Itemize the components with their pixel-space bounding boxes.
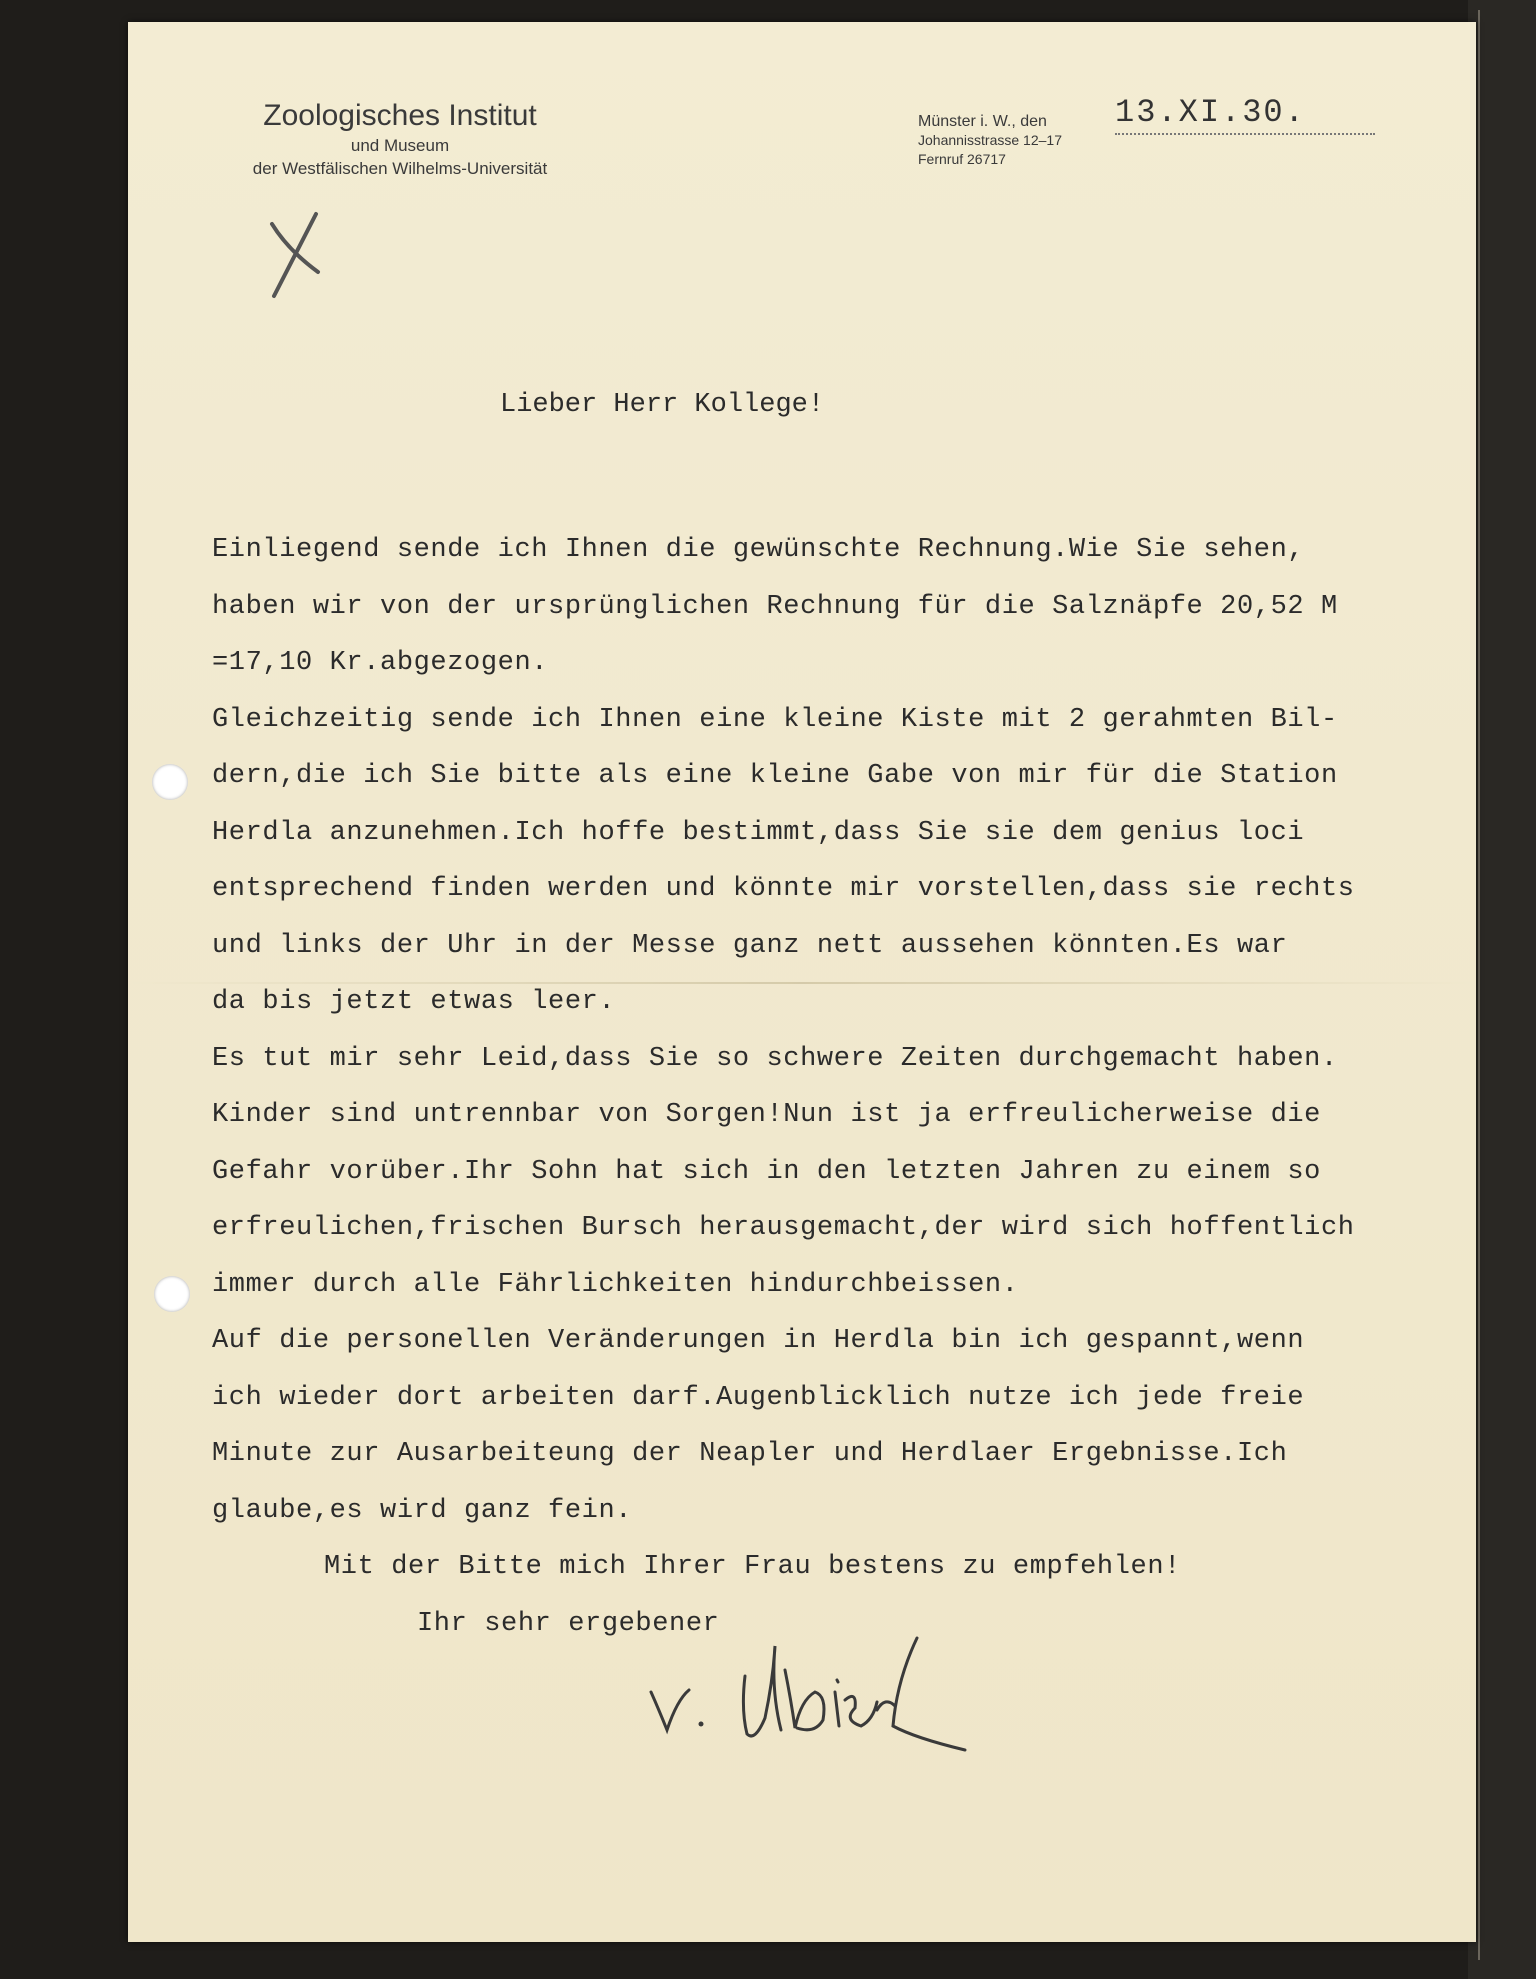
body-line: erfreulichen,frischen Bursch herausgemacht,der wird sich hoffentlich xyxy=(212,1213,1355,1243)
letter-date: 13.XI.30. xyxy=(1115,94,1375,135)
body-line: Es tut mir sehr Leid,dass Sie so schwere Zeiten durchgemacht haben. xyxy=(212,1043,1338,1074)
university-line: der Westfälischen Wilhelms-Universität xyxy=(252,159,548,178)
closing-line: Mit der Bitte mich Ihrer Frau bestens zu empfehlen! xyxy=(324,1552,1181,1582)
closing-regards: Ihr sehr ergebener xyxy=(417,1608,720,1639)
body-line: ich wieder dort arbeiten darf.Augenblicklich nutze ich jede freie xyxy=(212,1382,1305,1413)
punch-hole-upper xyxy=(152,764,188,800)
punch-hole-lower xyxy=(154,1276,190,1312)
body-line: Kinder sind untrennbar von Sorgen!Nun ist ja erfreulicherweise die xyxy=(212,1100,1321,1130)
address-place: Münster i. W., den xyxy=(918,113,1047,130)
body-line: entsprechend finden werden und könnte mir vorstellen,dass sie rechts xyxy=(212,874,1355,904)
body-line: und links der Uhr in der Messe ganz nett aussehen könnten.Es war xyxy=(212,930,1288,961)
body-line: dern,die ich Sie bitte als eine kleine Gabe von mir für die Station xyxy=(212,761,1338,791)
address-phone: Fernruf 26717 xyxy=(918,151,1006,167)
handwritten-x-mark xyxy=(268,210,328,300)
address-block xyxy=(918,112,1062,169)
handwritten-signature xyxy=(645,1630,995,1770)
body-line: Herdla anzunehmen.Ich hoffe bestimmt,dass Sie sie dem genius loci xyxy=(212,817,1305,848)
museum-line: und Museum xyxy=(350,136,450,155)
body-line: Auf die personellen Veränderungen in Herdla bin ich gespannt,wenn xyxy=(212,1326,1305,1356)
body-line: immer durch alle Fährlichkeiten hindurchbeissen. xyxy=(212,1269,1019,1300)
body-line: glaube,es wird ganz fein. xyxy=(212,1495,633,1526)
body-line: Gefahr vorüber.Ihr Sohn hat sich in den letzten Jahren zu einem so xyxy=(212,1156,1321,1187)
body-line: Gleichzeitig sende ich Ihnen eine kleine Kiste mit 2 gerahmten Bil- xyxy=(212,704,1338,735)
body-line: Einliegend sende ich Ihnen die gewünschte Rechnung.Wie Sie sehen, xyxy=(212,535,1305,565)
body-line: da bis jetzt etwas leer. xyxy=(212,987,616,1017)
body-line: =17,10 Kr.abgezogen. xyxy=(212,648,549,678)
letterhead xyxy=(205,98,595,180)
body-line: haben wir von der ursprünglichen Rechnung für die Salznäpfe 20,52 M xyxy=(212,591,1338,622)
salutation: Lieber Herr Kollege! xyxy=(500,390,825,420)
backing-edge xyxy=(1478,10,1480,1960)
address-street: Johannisstrasse 12–17 xyxy=(918,132,1062,148)
institute-name: Zoologisches Institut xyxy=(263,99,537,132)
body-line: Minute zur Ausarbeiteung der Neapler und Herdlaer Ergebnisse.Ich xyxy=(212,1439,1288,1469)
letter-body xyxy=(212,522,1462,1652)
